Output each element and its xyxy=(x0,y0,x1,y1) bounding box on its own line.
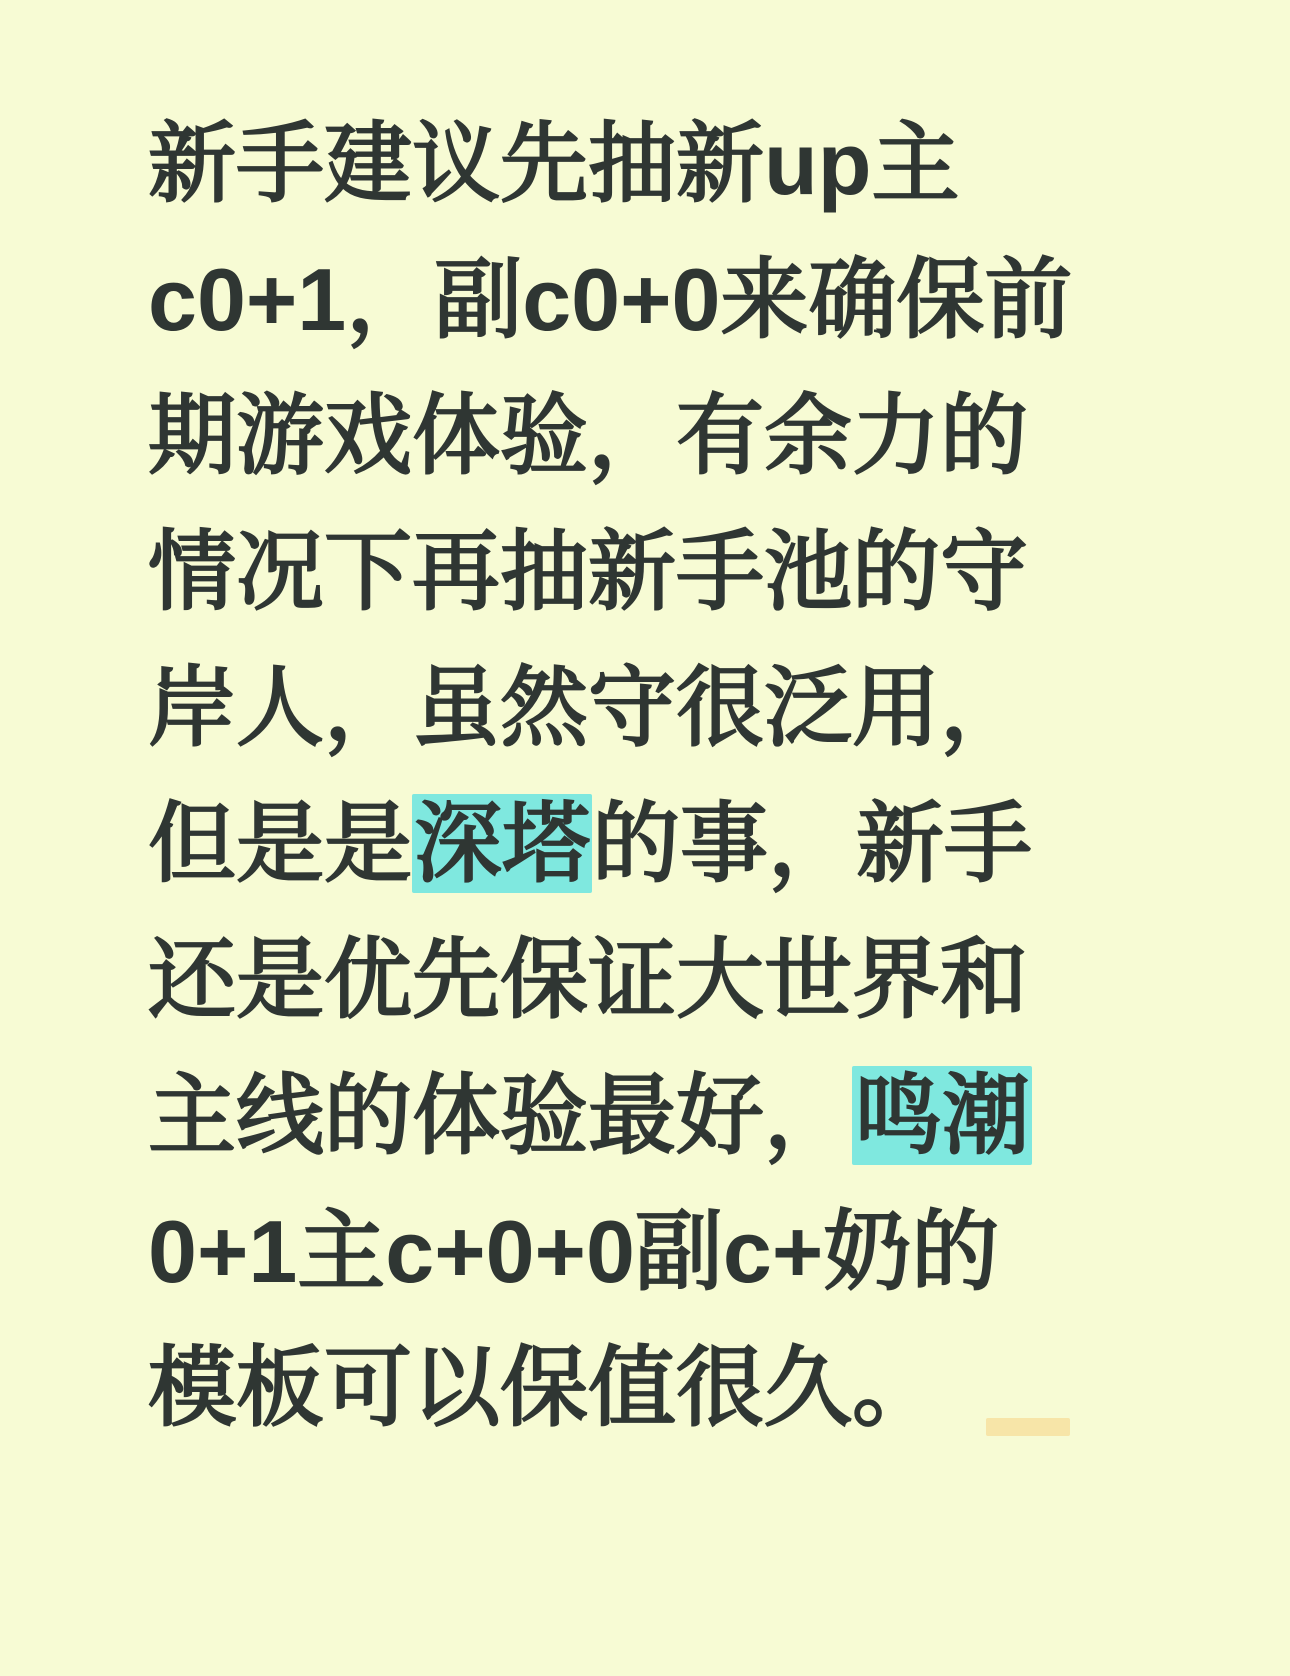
note-line-text: 模板可以保值很久。 xyxy=(148,1338,941,1437)
corner-color-swatch xyxy=(986,1418,1070,1436)
note-line-text: 0+1主c+0+0副c+奶的 xyxy=(148,1202,1000,1301)
note-line-text: 岸人，虽然守很泛用， xyxy=(148,658,1029,757)
note-line-text: 主线的体验最好， xyxy=(148,1066,853,1165)
note-line-text: c0+1，副c0+0来确保前 xyxy=(148,250,1073,349)
note-line-text: 还是优先保证大世界和 xyxy=(148,930,1029,1029)
note-line xyxy=(148,1184,1148,1320)
note-line xyxy=(148,368,1148,504)
note-line-text: 期游戏体验，有余力的 xyxy=(148,386,1029,485)
note-line xyxy=(148,1048,1148,1184)
note-line xyxy=(148,776,1148,912)
note-line-text: 新手建议先抽新up主 xyxy=(148,114,960,213)
note-line-text: 情况下再抽新手池的守 xyxy=(148,522,1029,621)
highlighted-term: 鸣潮 xyxy=(854,1066,1031,1165)
highlighted-term: 深塔 xyxy=(414,794,591,893)
note-line-text: 的事，新手 xyxy=(592,794,1033,893)
note-line-text: 但是是 xyxy=(148,794,413,893)
note-text-block xyxy=(148,96,1148,1456)
note-line xyxy=(148,96,1148,232)
note-line xyxy=(148,232,1148,368)
note-line xyxy=(148,640,1148,776)
note-line xyxy=(148,504,1148,640)
note-line xyxy=(148,912,1148,1048)
